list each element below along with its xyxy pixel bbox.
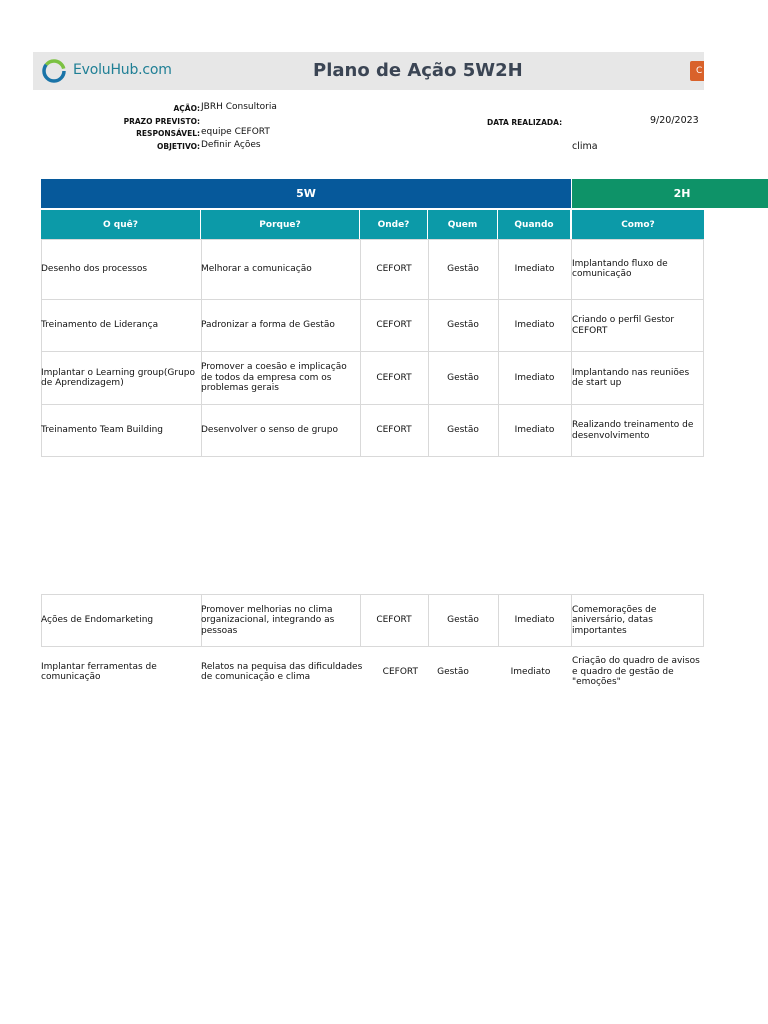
table-cell: Criando o perfil Gestor CEFORT	[572, 315, 675, 336]
acao-value: JBRH Consultoria	[201, 102, 277, 112]
table-cell: Implantando nas reuniões de start up	[572, 367, 690, 388]
responsavel-value: equipe CEFORT	[201, 127, 270, 137]
clima-value: clima	[572, 141, 598, 152]
table-cell: Implantar ferramentas de comunicação	[41, 661, 157, 682]
data-realizada-label: DATA REALIZADA:	[487, 118, 563, 127]
table-cell: CEFORT	[376, 615, 412, 626]
table-cell: Gestão	[447, 425, 479, 436]
column-header-o-que: O quê?	[41, 210, 201, 239]
logo-text: EvoluHub.com	[73, 62, 172, 78]
table-cell: Imediato	[514, 615, 555, 626]
table-cell: Gestão	[447, 615, 479, 626]
table-cell: CEFORT	[376, 372, 412, 383]
table-cell: CEFORT	[382, 666, 418, 677]
table-cell: Imediato	[514, 372, 555, 383]
table-cell: CEFORT	[376, 320, 412, 331]
table-cell: Realizando treinamento de desenvolvimento	[572, 420, 694, 441]
table-cell: CEFORT	[376, 425, 412, 436]
table-cell: Relatos na pequisa das dificuldades de comunicação e clima	[201, 661, 363, 682]
table-cell: Criação do quadro de avisos e quadro de gestão de "emoções"	[572, 656, 700, 688]
acao-label: AÇÃO:	[173, 104, 200, 113]
table-cell: Imediato	[514, 320, 555, 331]
table-cell: Gestão	[447, 372, 479, 383]
group-header-5w: 5W	[41, 179, 571, 208]
data-realizada-value: 9/20/2023	[650, 115, 699, 126]
table-cell: CEFORT	[376, 263, 412, 274]
header-action-button[interactable]: C	[690, 61, 704, 81]
table-cell: Treinamento de Liderança	[41, 320, 159, 331]
evoluhub-logo-icon	[41, 58, 67, 84]
table-cell: Implantar o Learning group(Grupo de Aprendizagem)	[41, 367, 196, 388]
column-header-onde: Onde?	[360, 210, 428, 239]
table-cell: Promover a coesão e implicação de todos da empresa com os problemas gerais	[201, 362, 347, 394]
table-cell: Promover melhorias no clima organizacional, integrando as pessoas	[201, 604, 335, 636]
table-cell: Comemorações de aniversário, datas importantes	[572, 604, 657, 636]
column-header-como: Como?	[572, 210, 704, 239]
table-cell: Gestão	[437, 666, 469, 677]
table-cell: Imediato	[514, 425, 555, 436]
table-cell: Treinamento Team Building	[41, 425, 163, 436]
table-cell: Imediato	[514, 263, 555, 274]
table-cell: Desenvolver o senso de grupo	[201, 425, 338, 436]
column-header-porque: Porque?	[201, 210, 360, 239]
table-cell: Gestão	[447, 263, 479, 274]
table-cell: Melhorar a comunicação	[201, 263, 312, 274]
table-cell: Ações de Endomarketing	[41, 615, 154, 626]
table-cell: Padronizar a forma de Gestão	[201, 320, 335, 331]
group-header-2h-label: 2H	[673, 187, 691, 200]
prazo-label: PRAZO PREVISTO:	[123, 117, 200, 126]
page-title: Plano de Ação 5W2H	[313, 60, 523, 81]
table-cell: Imediato	[510, 666, 551, 677]
table-cell: Implantando fluxo de comunicação	[572, 258, 668, 279]
column-header-quem: Quem	[428, 210, 498, 239]
objetivo-label: OBJETIVO:	[157, 142, 200, 151]
table-cell: Gestão	[447, 320, 479, 331]
objetivo-value: Definir Ações	[201, 140, 261, 150]
table-cell: Desenho dos processos	[41, 263, 148, 274]
responsavel-label: RESPONSÁVEL:	[136, 129, 200, 138]
column-header-quando: Quando	[498, 210, 571, 239]
document-header	[33, 52, 704, 90]
